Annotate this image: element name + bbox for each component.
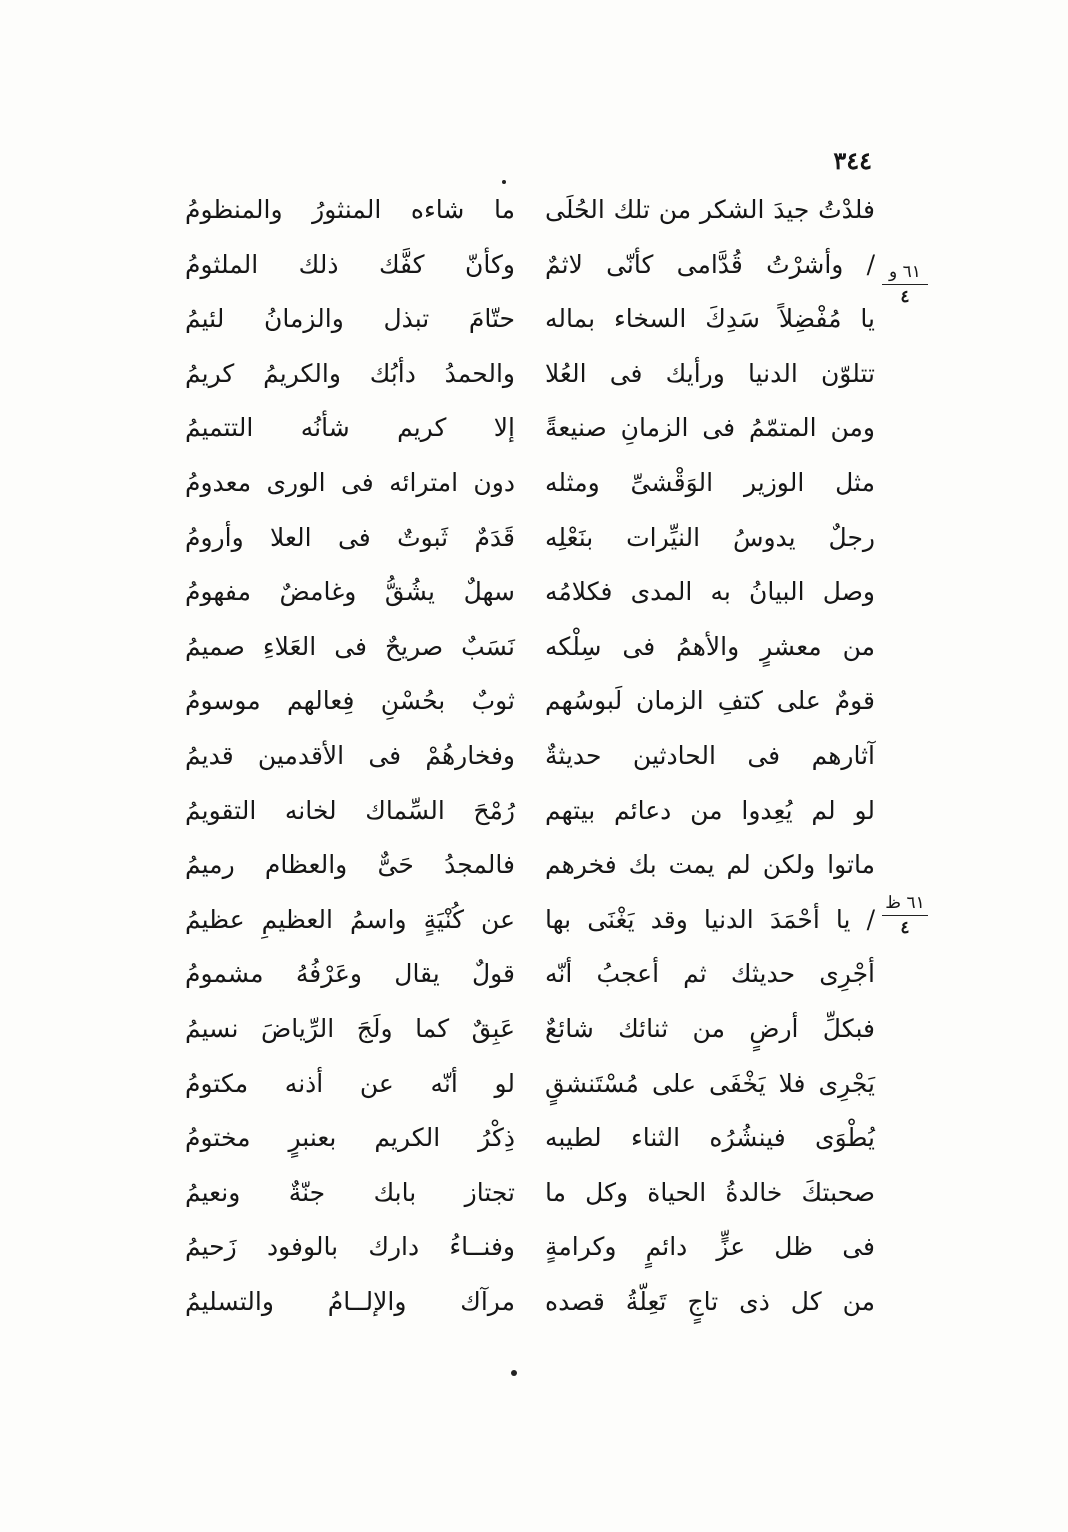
verse xyxy=(185,1227,875,1282)
verse-second-hemistich: ذِكْرُ الكريم بعنبرٍ مختومُ xyxy=(185,1123,515,1153)
verse-second-hemistich: قولٌ يقال وعَرْفُهُ مشمومُ xyxy=(185,959,515,989)
verse xyxy=(185,190,875,245)
verse xyxy=(185,572,875,627)
verse xyxy=(185,1064,875,1119)
verse xyxy=(185,736,875,791)
verse xyxy=(185,954,875,1009)
verse-first-hemistich: لو لم يُعِدوا من دعائم بيتهم xyxy=(545,795,875,825)
page-number: ٣٤٤ xyxy=(833,146,872,175)
verse xyxy=(185,518,875,573)
verse-first-hemistich: ماتوا ولكن لم يمت بك فخرهم xyxy=(545,850,875,880)
verse-first-hemistich: / يا أحْمَدَ الدنيا وقد يَغْنَى بها xyxy=(545,904,875,934)
verse-second-hemistich: ما شاءه المنثورُ والمنظومُ xyxy=(185,195,515,224)
verse-first-hemistich: يَجْرِى فلا يَخْفَى على مُسْتَنشقٍ xyxy=(545,1068,875,1098)
margin-note-folio-label: ٦١ ظ xyxy=(882,893,928,916)
verse-second-hemistich: قَدَمٌ ثَبوتٌ فى العلا وأرومُ xyxy=(185,522,515,552)
verse xyxy=(185,900,875,955)
verse-second-hemistich: والحمدُ دأبُك والكريمُ كريمُ xyxy=(185,358,515,388)
verse xyxy=(185,299,875,354)
verse xyxy=(185,1009,875,1064)
verse-first-hemistich: من معشرٍ والأهمُ فى سِلْكه xyxy=(545,631,875,661)
margin-note-quire-number: ٤ xyxy=(900,287,910,307)
verse-second-hemistich: حتّامَ تبذل والزمانُ لئيمُ xyxy=(185,304,515,334)
verse-first-hemistich: مثل الوزير الوَقْشىِّ ومثله xyxy=(545,467,875,497)
verse-second-hemistich: رُمْحَ السِّماك لخانه التقويمُ xyxy=(185,795,515,825)
verse-second-hemistich: عَبِقٌ كما ولَجَ الرِّياضَ نسيمُ xyxy=(185,1013,515,1043)
verse-first-hemistich: آثارهم فى الحادثين حديثةٌ xyxy=(545,740,875,770)
verse-first-hemistich: تتلوّن الدنيا ورأيك فى العُلا xyxy=(545,358,875,388)
verse xyxy=(185,408,875,463)
verse xyxy=(185,791,875,846)
verse-first-hemistich: ومن المتمّمُ فى الزمانِ صنيعةً xyxy=(545,413,875,443)
verse-first-hemistich: يُطْوَى فينشُرُه الثناء لطيبه xyxy=(545,1123,875,1153)
verse-first-hemistich: رجلٌ يدوسُ النيِّرات بنَعْلِه xyxy=(545,522,875,552)
verse xyxy=(185,1118,875,1173)
margin-note-folio-61r xyxy=(882,262,928,307)
verse-first-hemistich: / وأشرْتُ قُدَّامى كأنّى لاثمٌ xyxy=(545,249,875,279)
verse xyxy=(185,245,875,300)
verse-first-hemistich: يا مُفْضِلاً سَدِكَ السخاء بماله xyxy=(545,304,875,334)
verse-second-hemistich: عن كُنْيَةٍ واسمُ العظيمِ عظيمُ xyxy=(185,904,515,934)
verse-second-hemistich: إلا كريم شأنُه التتميمُ xyxy=(185,413,515,443)
verse xyxy=(185,1282,875,1337)
verse-second-hemistich: مرآك والإلــامُ والتسليمُ xyxy=(185,1286,515,1316)
poem xyxy=(185,190,875,1336)
verse-second-hemistich: نَسَبٌ صريحٌ فى العَلاءِ صميمُ xyxy=(185,631,515,661)
verse-first-hemistich: فبكلِّ أرضٍ من ثنائك شائعٌ xyxy=(545,1013,875,1043)
verse xyxy=(185,463,875,518)
verse-first-hemistich: قومٌ على كتفِ الزمان لَبوسُهم xyxy=(545,686,875,716)
verse xyxy=(185,845,875,900)
verse-first-hemistich: وصل البيانُ به المدى فكلامُه xyxy=(545,577,875,607)
verse-second-hemistich: وكأنّ كفَّك ذلك الملثومُ xyxy=(185,249,515,279)
top-ink-dot xyxy=(502,180,506,184)
verse xyxy=(185,681,875,736)
verse-second-hemistich: وفخارهُمْ فى الأقدمين قديمُ xyxy=(185,740,515,770)
margin-note-folio-label: ٦١ و xyxy=(882,262,928,285)
verse-second-hemistich: فالمجدُ حَىٌّ والعظام رميمُ xyxy=(185,850,515,880)
verse-second-hemistich: دون امترائه فى الورى معدومُ xyxy=(185,467,515,497)
bottom-ink-dot xyxy=(511,1370,517,1376)
verse-first-hemistich: صحبتكَ خالدةُ الحياة وكل ما xyxy=(545,1177,875,1207)
verse xyxy=(185,1173,875,1228)
verse-first-hemistich: فلدْتُ جيدَ الشكر من تلك الحُلَى xyxy=(545,195,875,224)
verse-first-hemistich: فى ظل عزٍّ دائمٍ وكرامةٍ xyxy=(545,1232,875,1262)
verse-first-hemistich: من كل ذى تاجٍ تَعِلّةُ قصده xyxy=(545,1286,875,1316)
verse xyxy=(185,627,875,682)
verse-second-hemistich: تجتاز بابك جنّةٌ ونعيمُ xyxy=(185,1177,515,1207)
verse-second-hemistich: لو أنّه عن أذنه مكتومُ xyxy=(185,1068,515,1098)
verse-second-hemistich: سهلٌ يشُقُّ وغامضٌ مفهومُ xyxy=(185,577,515,607)
margin-note-quire-number: ٤ xyxy=(900,918,910,938)
verse-second-hemistich: وفنــاءُ دارك بالوفود زَحيمُ xyxy=(185,1232,515,1262)
verse xyxy=(185,354,875,409)
verse-first-hemistich: أجْرِى حديثك ثم أعجبُ أنّه xyxy=(545,959,875,989)
verse-second-hemistich: ثوبٌ بحُسْنِ فِعالهم موسومُ xyxy=(185,686,515,716)
margin-note-folio-61v xyxy=(882,893,928,938)
